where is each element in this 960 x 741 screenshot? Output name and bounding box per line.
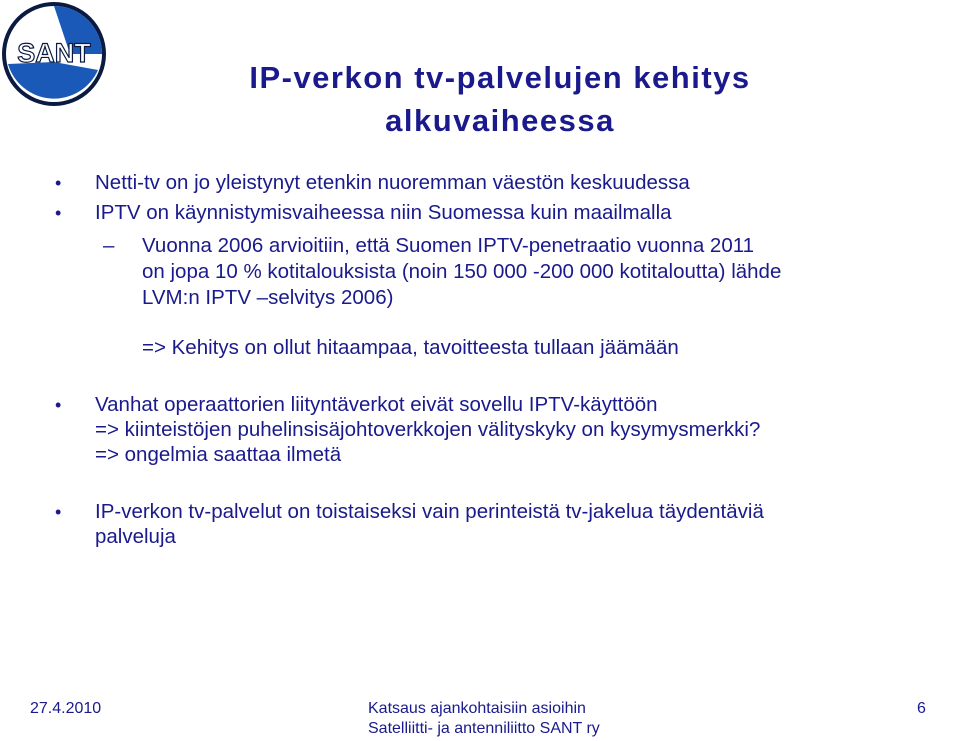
sub-bullet-dash: – [103, 234, 115, 257]
bullet-marker: • [55, 502, 62, 522]
logo-text: SANT [17, 38, 91, 68]
sub-bullet-line-2: on jopa 10 % kotitalouksista (noin 150 000 -200 000 kotitaloutta) lähde [142, 260, 782, 283]
bullet-marker: • [55, 203, 62, 223]
bullet-marker: • [55, 173, 62, 193]
bullet-marker: • [55, 395, 62, 415]
sub-bullet-line-3: LVM:n IPTV –selvitys 2006) [142, 286, 394, 309]
bullet-3-line-1: Vanhat operaattorien liityntäverkot eivät sovellu IPTV-käyttöön [95, 393, 658, 416]
sant-logo [0, 0, 112, 108]
bullet-4-line-2: palveluja [95, 525, 176, 548]
slide-title-line-2: alkuvaiheessa [385, 103, 615, 138]
sub-bullet-line-1: Vuonna 2006 arvioitiin, että Suomen IPTV-penetraatio vuonna 2011 [142, 234, 755, 257]
footer-title-line-2: Satelliitti- ja antenniliitto SANT ry [368, 720, 600, 737]
page-number: 6 [917, 700, 926, 717]
arrow-note: => Kehitys on ollut hitaampaa, tavoitteesta tullaan jäämään [142, 336, 679, 359]
footer-date: 27.4.2010 [30, 700, 102, 717]
bullet-3-line-2: => kiinteistöjen puhelinsisäjohtoverkkojen välityskyky on kysymysmerkki? [95, 418, 761, 441]
bullet-4-line-1: IP-verkon tv-palvelut on toistaiseksi vain perinteistä tv-jakelua täydentäviä [95, 500, 764, 523]
bullet-2-text: IPTV on käynnistymisvaiheessa niin Suomessa kuin maailmalla [95, 201, 672, 224]
bullet-3-line-3: => ongelmia saattaa ilmetä [95, 443, 342, 466]
footer-title-line-1: Katsaus ajankohtaisiin asioihin [368, 700, 586, 717]
slide-title-line-1: IP-verkon tv-palvelujen kehitys [249, 60, 751, 95]
bullet-1-text: Netti-tv on jo yleistynyt etenkin nuoremman väestön keskuudessa [95, 171, 690, 194]
